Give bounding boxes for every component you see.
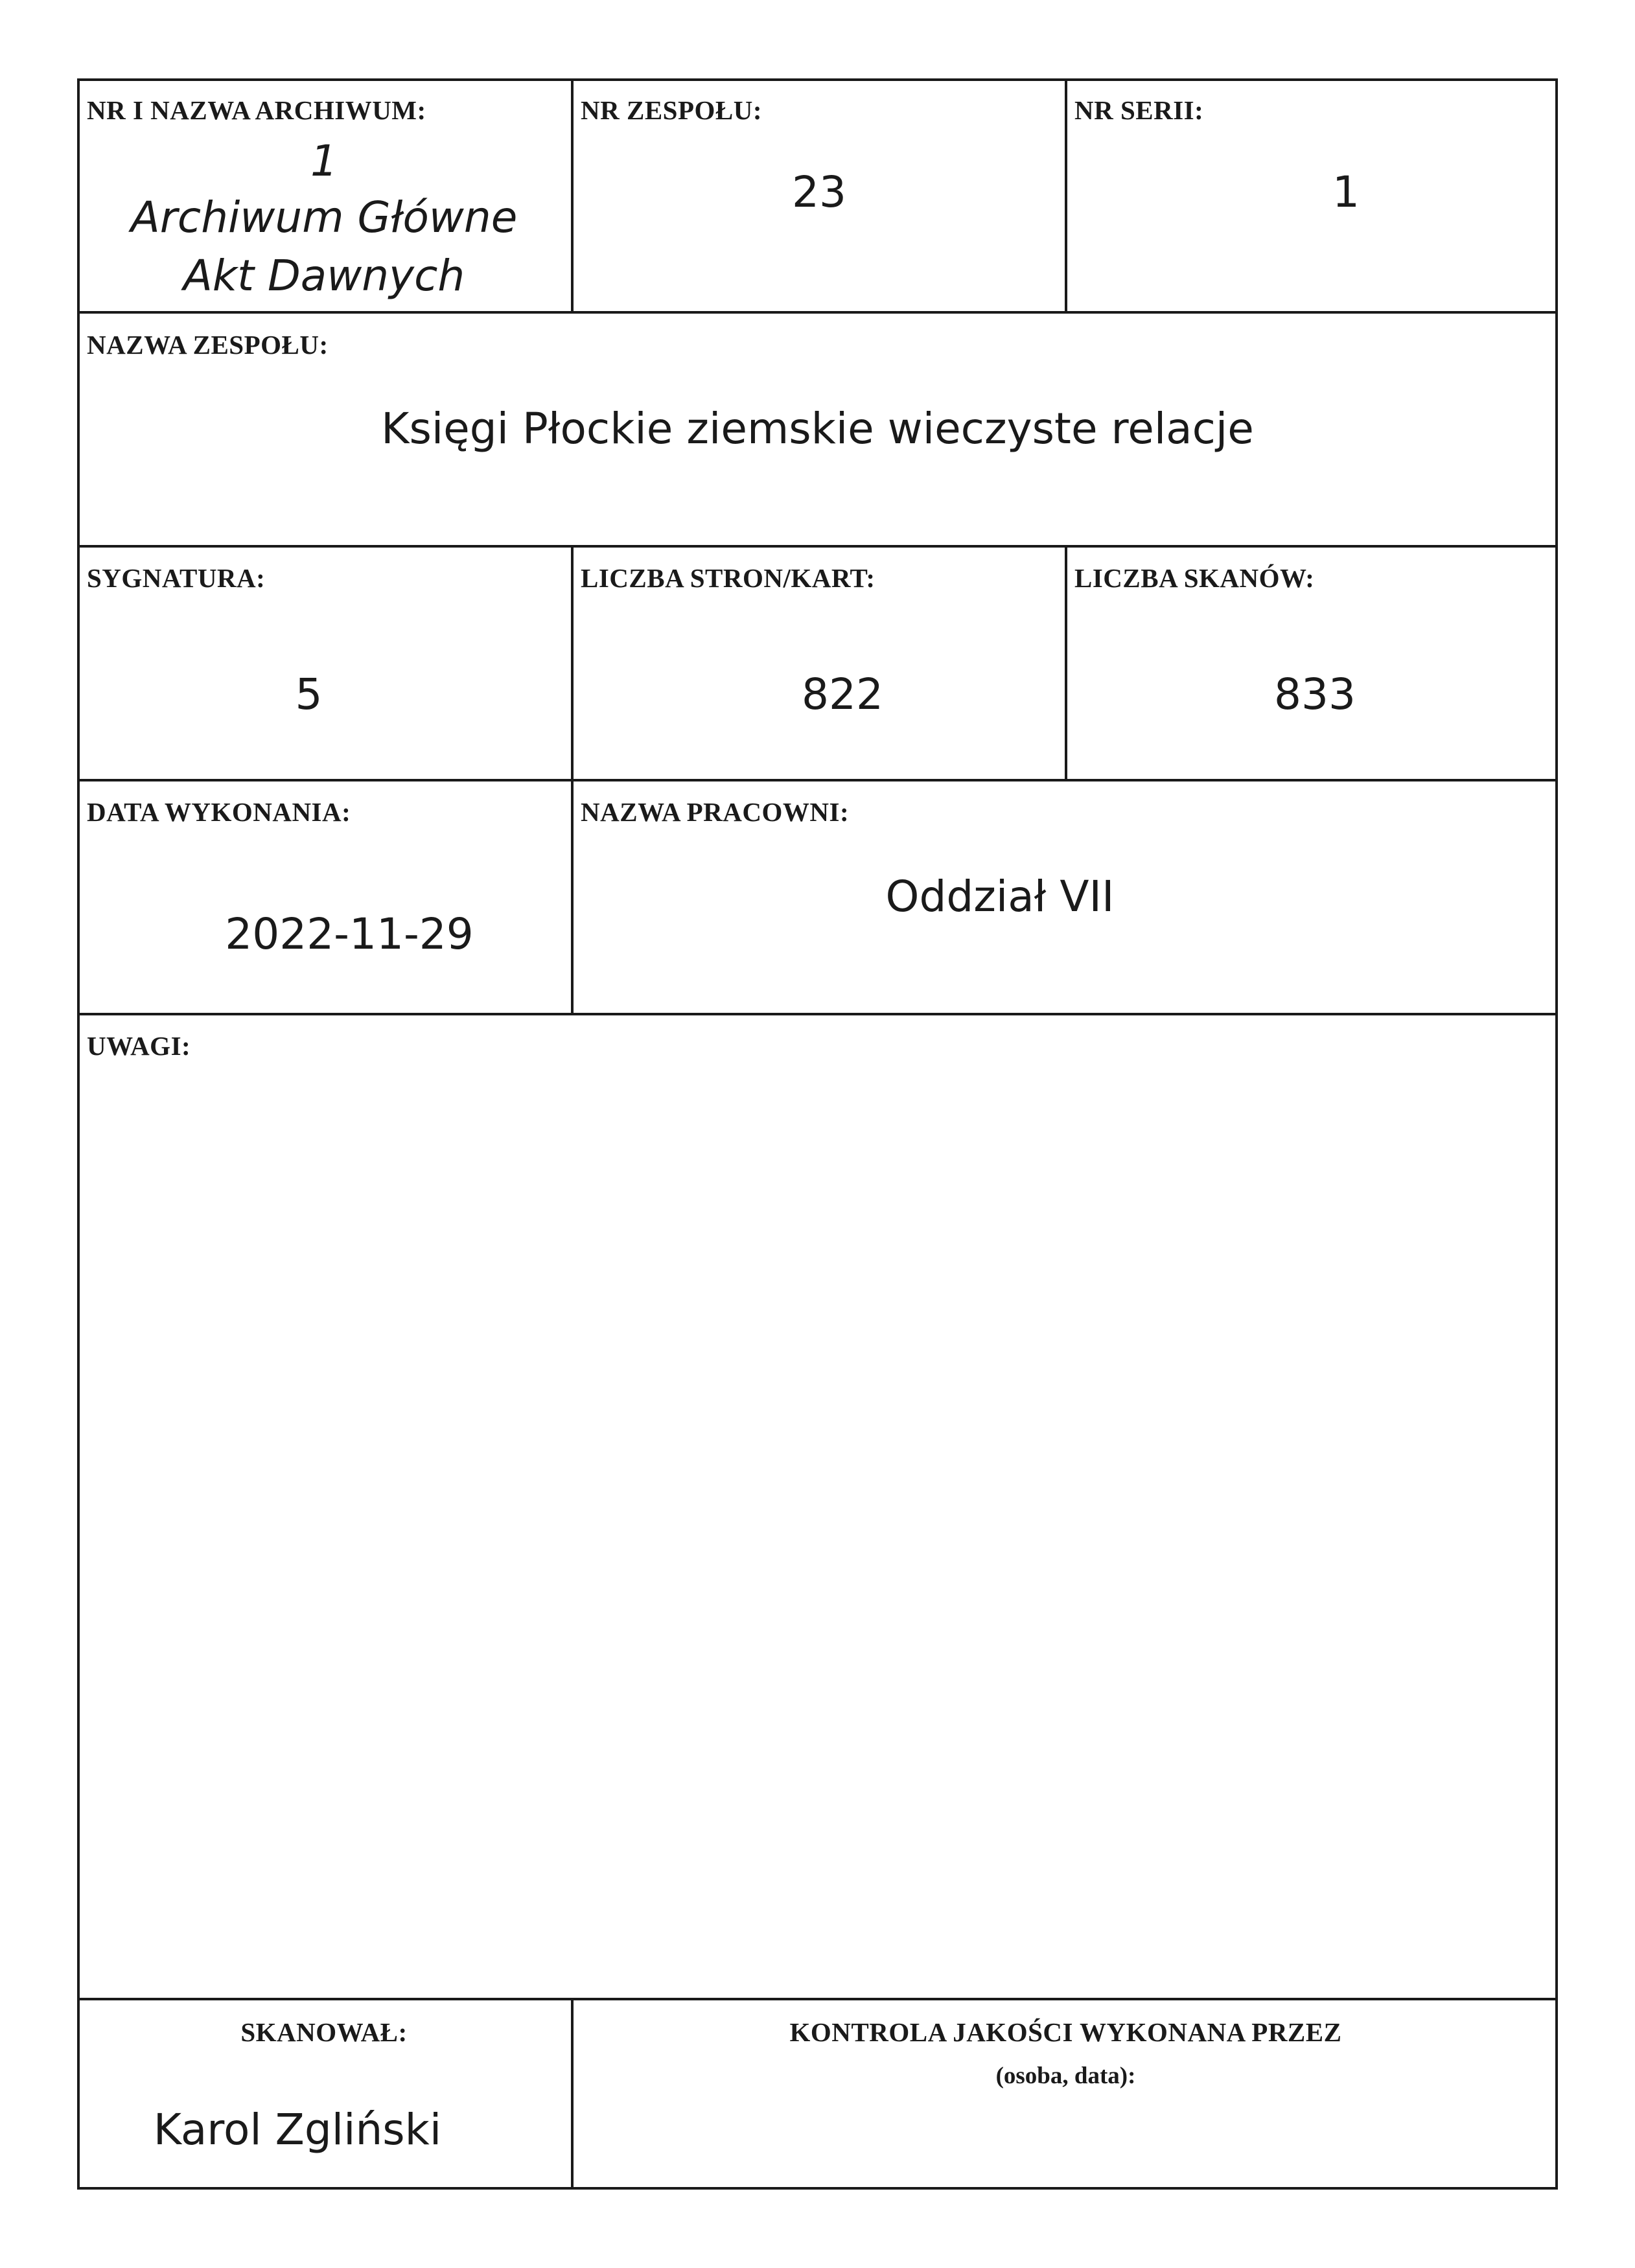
workshop-value: Oddział VII [885, 872, 1115, 921]
pages-label: LICZBA STRON/KART: [581, 563, 875, 593]
date-value: 2022-11-29 [225, 909, 474, 959]
column-divider [571, 545, 574, 779]
fonds-number: 23 [792, 167, 846, 217]
scanned-by-value: Karol Zgliński [153, 2105, 442, 2155]
archive-number: 1 [310, 136, 338, 186]
qc-sublabel: (osoba, data): [995, 2063, 1136, 2089]
fonds-number-label: NR ZESPOŁU: [581, 95, 763, 125]
row-divider [77, 311, 1558, 314]
workshop-label: NAZWA PRACOWNI: [581, 797, 850, 827]
row-divider [77, 779, 1558, 781]
notes-label: UWAGI: [87, 1031, 191, 1061]
signature-label: SYGNATURA: [87, 563, 266, 593]
row-divider [77, 1998, 1558, 2000]
column-divider [1065, 545, 1067, 779]
fonds-name: Księgi Płockie ziemskie wieczyste relacje [381, 404, 1254, 454]
form-frame [77, 78, 1558, 2190]
row-divider [77, 1013, 1558, 1015]
series-number: 1 [1332, 167, 1360, 217]
archive-label: NR I NAZWA ARCHIWUM: [87, 95, 426, 125]
scanned-by-label: SKANOWAŁ: [240, 2017, 408, 2047]
fonds-name-label: NAZWA ZESPOŁU: [87, 330, 329, 360]
archive-name-line1: Archiwum Główne [130, 192, 518, 242]
series-label: NR SERII: [1074, 95, 1204, 125]
date-label: DATA WYKONANIA: [87, 797, 351, 827]
archive-name-line2: Akt Dawnych [183, 251, 465, 301]
signature-value: 5 [295, 669, 323, 719]
pages-value: 822 [802, 669, 883, 719]
scans-value: 833 [1274, 669, 1356, 719]
row-divider [77, 545, 1558, 548]
qc-label: KONTROLA JAKOŚCI WYKONANA PRZEZ [789, 2017, 1342, 2047]
scans-label: LICZBA SKANÓW: [1074, 563, 1315, 593]
